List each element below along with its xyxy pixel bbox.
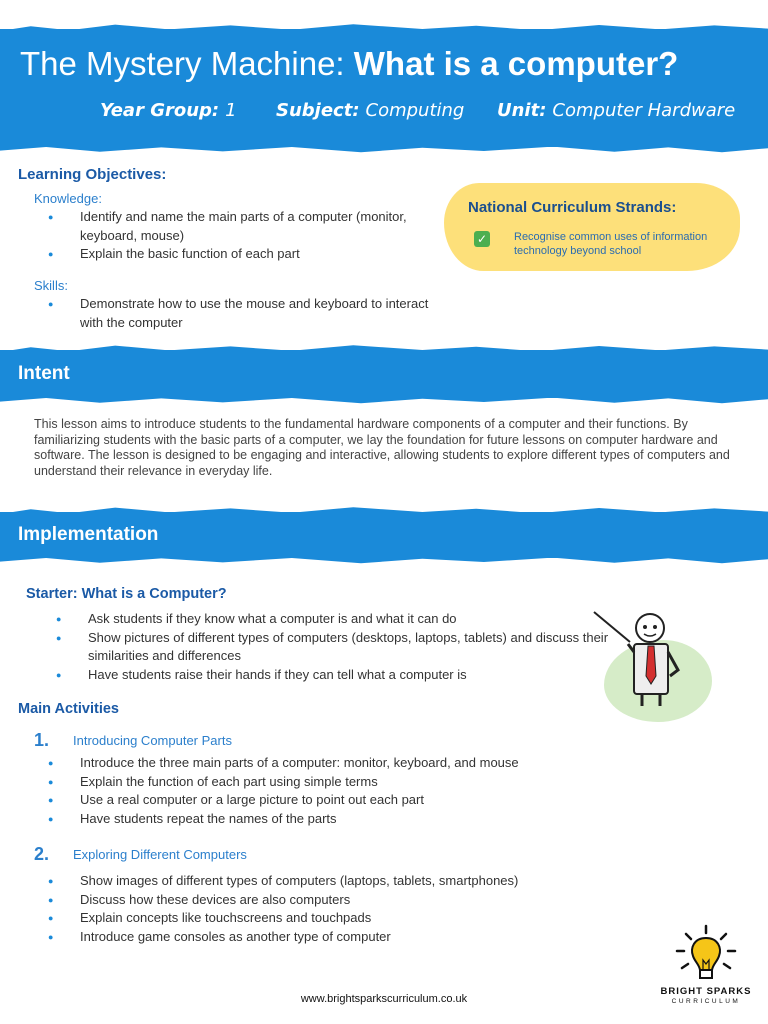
intent-text: This lesson aims to introduce students to the fundamental hardware components of a computer and their functions. By familiarizing students with the basic parts of a computer, we lay the foundation for future lessons on computer hardware and software. The lesson is designed to be engaging and interactive, allowing students to explore different types of computers and understand their relevance in everyday life. — [34, 417, 730, 478]
list-item: ● Show images of different types of computers (laptops, tablets, smartphones) — [34, 872, 674, 891]
unit — [497, 100, 735, 121]
list-item: ● Explain the basic function of each part — [34, 245, 434, 264]
list-item: ● Show pictures of different types of computers (desktops, laptops, tablets) and discuss their similarities and differences — [42, 629, 662, 666]
knowledge-list — [34, 208, 434, 264]
curriculum-title: National Curriculum Strands: — [468, 199, 677, 216]
list-item: ● Ask students if they know what a computer is and what it can do — [42, 610, 662, 629]
activity-list — [34, 754, 674, 828]
unit-label: Unit: — [497, 100, 547, 121]
check-box-icon: ✓ — [474, 231, 490, 247]
starter-list — [42, 610, 662, 684]
lightbulb-logo-icon — [672, 924, 740, 986]
starter-title: Starter: What is a Computer? — [26, 586, 227, 602]
footer-url: www.brightsparkscurriculum.co.uk — [300, 993, 468, 1005]
list-item: ● Demonstrate how to use the mouse and keyboard to interact with the computer — [34, 295, 434, 332]
subject — [276, 100, 464, 121]
teacher-pointing-icon — [588, 604, 698, 714]
list-item: ● Identify and name the main parts of a computer (monitor, keyboard, mouse) — [34, 208, 434, 245]
subject-value: Computing — [365, 100, 465, 121]
list-item: ● Introduce game consoles as another type of computer — [34, 928, 674, 947]
list-item: ● Have students repeat the names of the parts — [34, 810, 674, 829]
list-item: ● Use a real computer or a large picture to point out each part — [34, 791, 674, 810]
knowledge-label: Knowledge: — [34, 191, 102, 206]
skills-label: Skills: — [34, 278, 68, 293]
title-main: What is a computer? — [353, 45, 679, 82]
list-item: ● Discuss how these devices are also computers — [34, 891, 674, 910]
subject-label: Subject: — [276, 100, 360, 121]
list-item: ● Have students raise their hands if they can tell what a computer is — [42, 666, 662, 685]
year-group — [100, 100, 237, 121]
activity-number: 1. — [34, 730, 50, 750]
logo-subtitle: CURRICULUM — [671, 998, 741, 1005]
logo-wordmark: BRIGHT SPARKS — [660, 986, 752, 997]
year-group-label: Year Group: — [100, 100, 220, 121]
activity-number: 2. — [34, 844, 50, 864]
activity-list — [34, 872, 674, 946]
objectives-title: Learning Objectives: — [18, 166, 167, 183]
curriculum-item: Recognise common uses of information technology beyond school — [514, 231, 708, 257]
activity-title: Exploring Different Computers — [73, 847, 247, 862]
page-title — [20, 45, 678, 83]
list-item: ● Introduce the three main parts of a computer: monitor, keyboard, and mouse — [34, 754, 674, 773]
implementation-title: Implementation — [18, 524, 159, 545]
intent-band — [0, 350, 768, 398]
unit-value: Computer Hardware — [552, 100, 736, 121]
year-group-value: 1 — [225, 100, 237, 121]
activity-title: Introducing Computer Parts — [73, 733, 232, 748]
main-activities-title: Main Activities — [18, 701, 119, 717]
intent-title: Intent — [18, 363, 70, 384]
title-prefix: The Mystery Machine: — [20, 45, 345, 82]
list-item: ● Explain the function of each part using simple terms — [34, 773, 674, 792]
skills-list — [34, 295, 434, 332]
list-item: ● Explain concepts like touchscreens and touchpads — [34, 909, 674, 928]
